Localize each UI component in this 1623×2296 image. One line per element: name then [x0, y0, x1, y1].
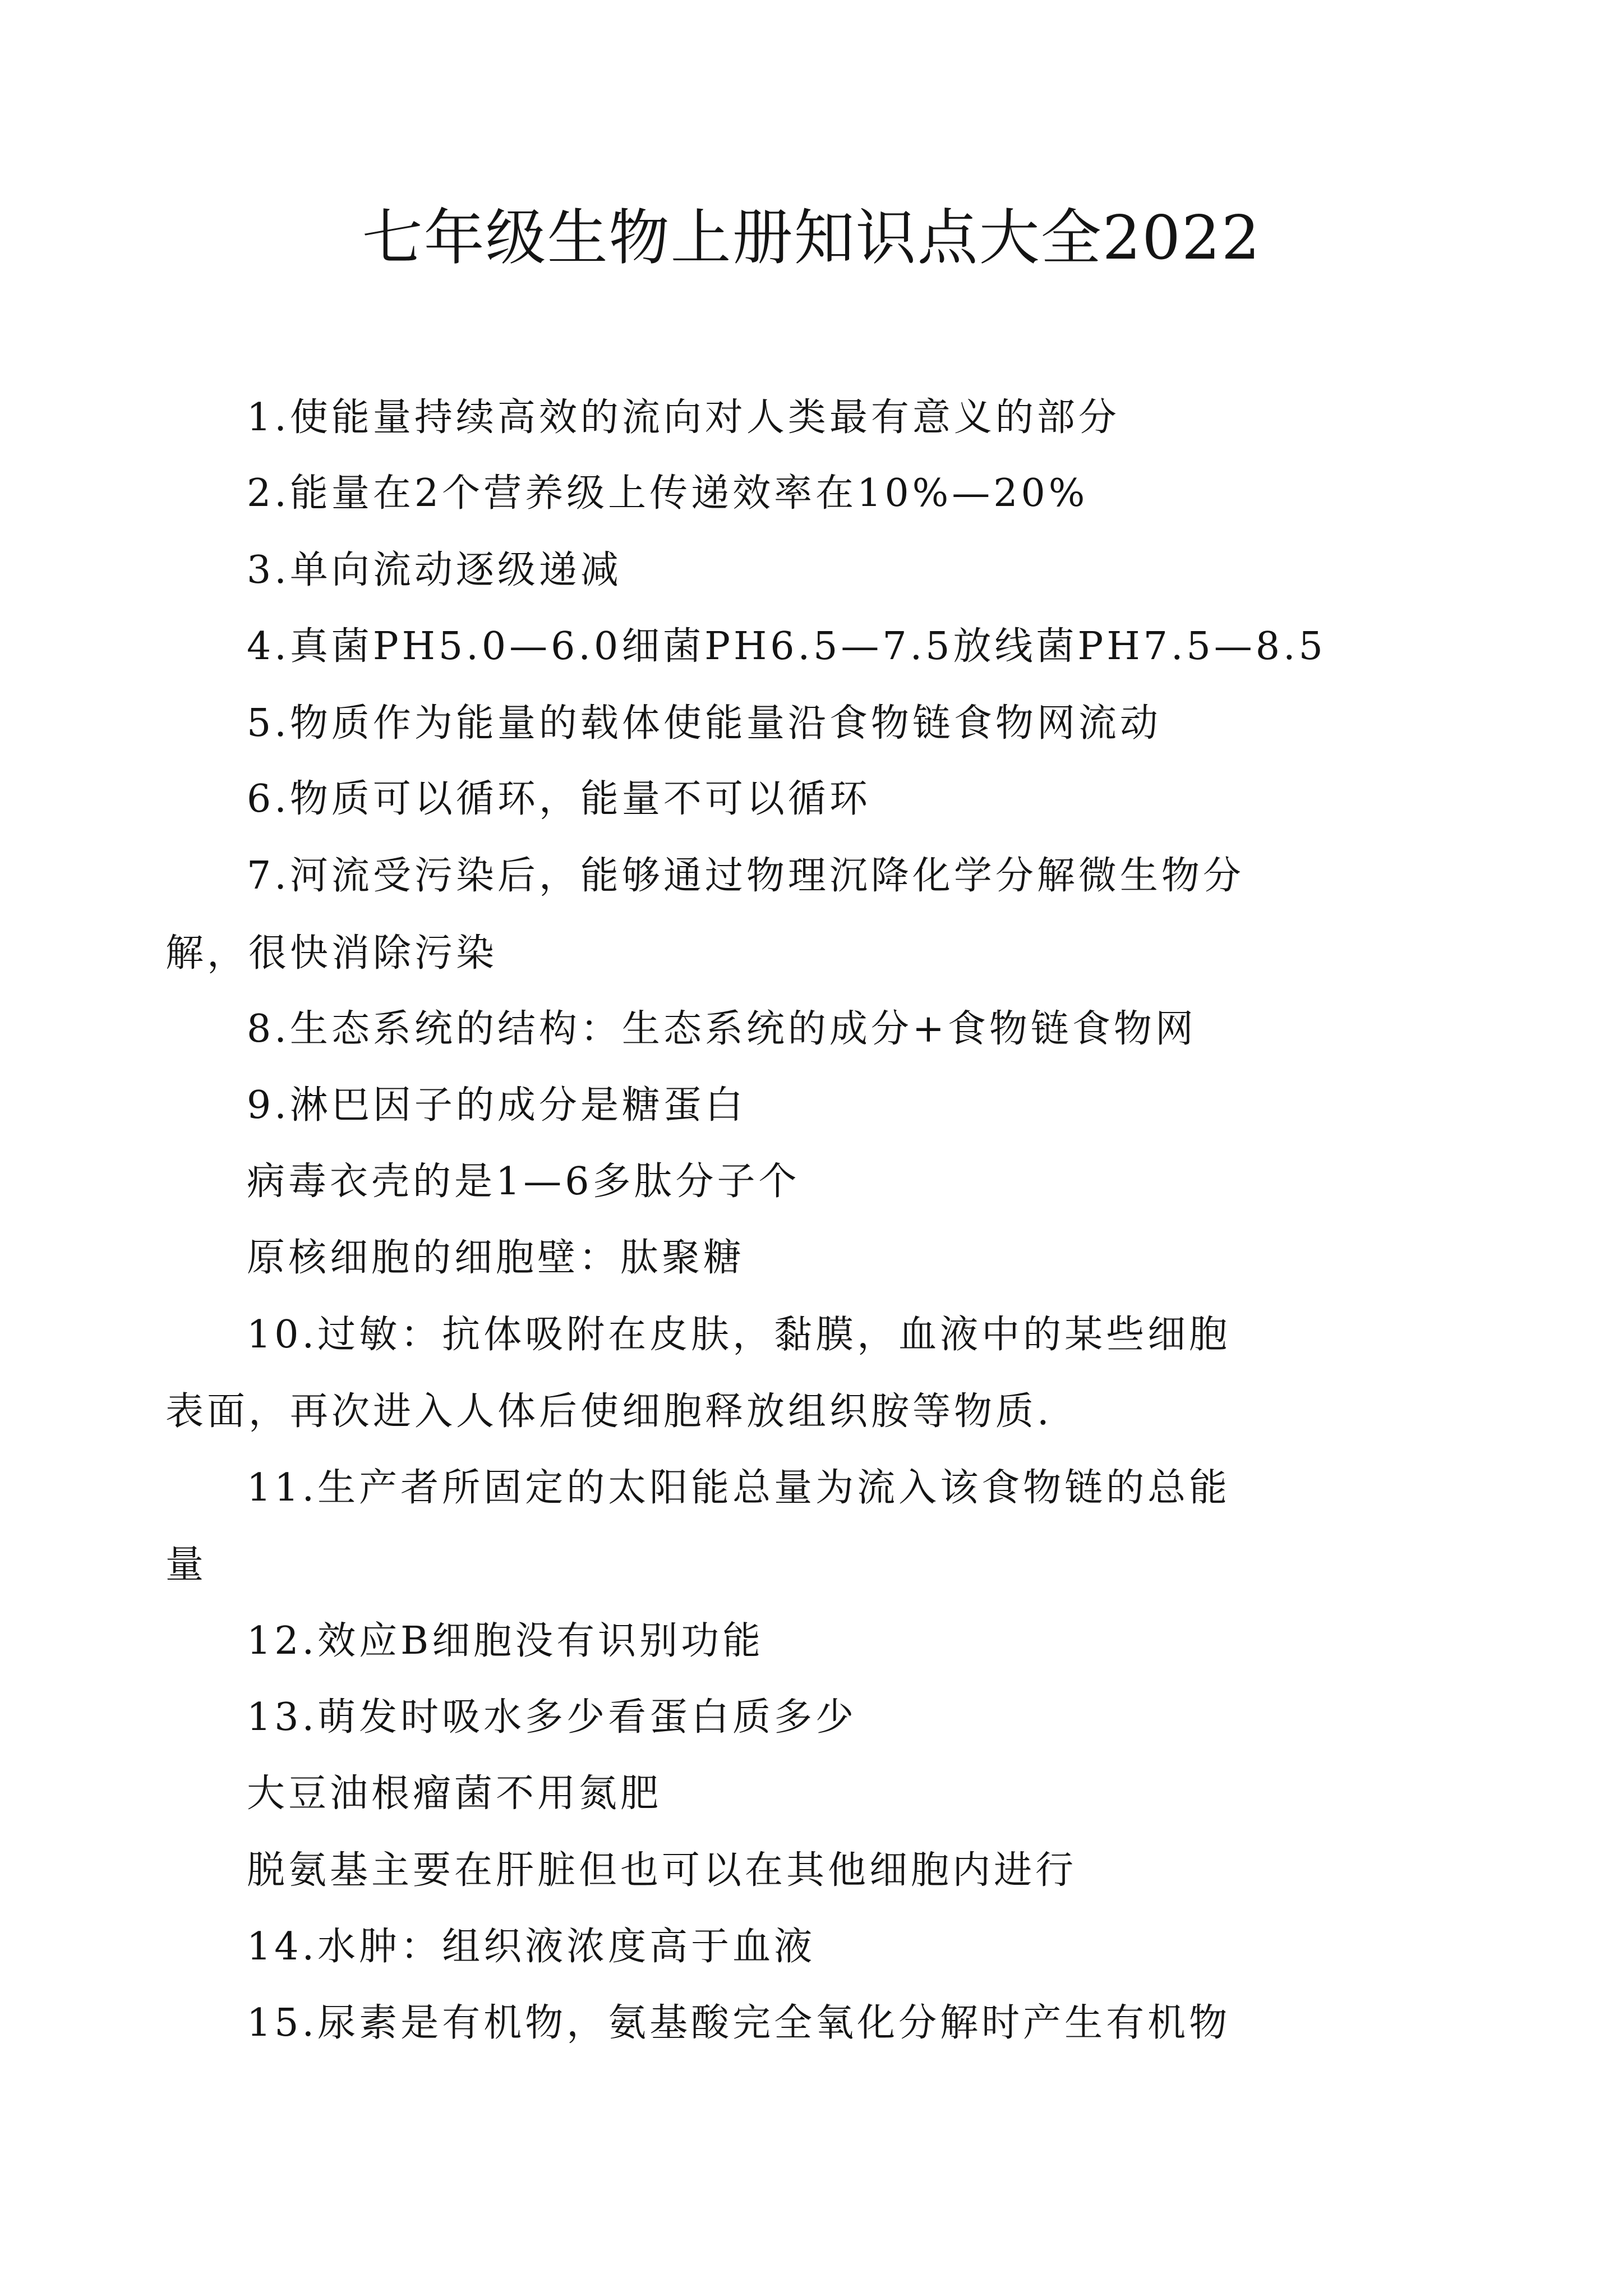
paragraph-line: 2.能量在2个营养级上传递效率在10%—20% [247, 471, 1089, 516]
paragraph-line: 11.生产者所固定的太阳能总量为流入该食物链的总能 [247, 1466, 1231, 1510]
paragraph-line: 14.水肿：组织液浓度高于血液 [247, 1925, 816, 1969]
paragraph-line: 3.单向流动逐级递减 [247, 548, 622, 592]
paragraph-line: 表面，再次进入人体后使细胞释放组织胺等物质. [165, 1389, 1053, 1434]
paragraph-line: 5.物质作为能量的载体使能量沿食物链食物网流动 [247, 701, 1161, 746]
paragraph-line: 解，很快消除污染 [165, 931, 498, 976]
paragraph-line: 量 [165, 1543, 208, 1587]
paragraph-line: 10.过敏：抗体吸附在皮肤，黏膜，血液中的某些细胞 [247, 1313, 1231, 1357]
paragraph-line: 4.真菌PH5.0—6.0细菌PH6.5—7.5放线菌PH7.5—8.5 [247, 624, 1326, 669]
paragraph-line: 8.生态系统的结构：生态系统的成分+食物链食物网 [247, 1007, 1197, 1051]
paragraph-line: 7.河流受污染后，能够通过物理沉降化学分解微生物分 [247, 854, 1244, 898]
paragraph-line: 病毒衣壳的是1—6多肽分子个 [247, 1159, 800, 1204]
paragraph-line: 1.使能量持续高效的流向对人类最有意义的部分 [247, 395, 1120, 440]
paragraph-line: 脱氨基主要在肝脏但也可以在其他细胞内进行 [247, 1848, 1077, 1893]
paragraph-line: 大豆油根瘤菌不用氮肥 [247, 1772, 662, 1816]
paragraph-line: 9.淋巴因子的成分是糖蛋白 [247, 1083, 746, 1128]
paragraph-line: 15.尿素是有机物，氨基酸完全氧化分解时产生有机物 [247, 2001, 1231, 2045]
paragraph-line: 13.萌发时吸水多少看蛋白质多少 [247, 1695, 857, 1740]
paragraph-line: 原核细胞的细胞壁：肽聚糖 [247, 1236, 745, 1280]
document-title: 七年级生物上册知识点大全2022 [362, 203, 1261, 273]
paragraph-line: 12.效应B细胞没有识别功能 [247, 1619, 764, 1663]
paragraph-line: 6.物质可以循环，能量不可以循环 [247, 777, 871, 821]
